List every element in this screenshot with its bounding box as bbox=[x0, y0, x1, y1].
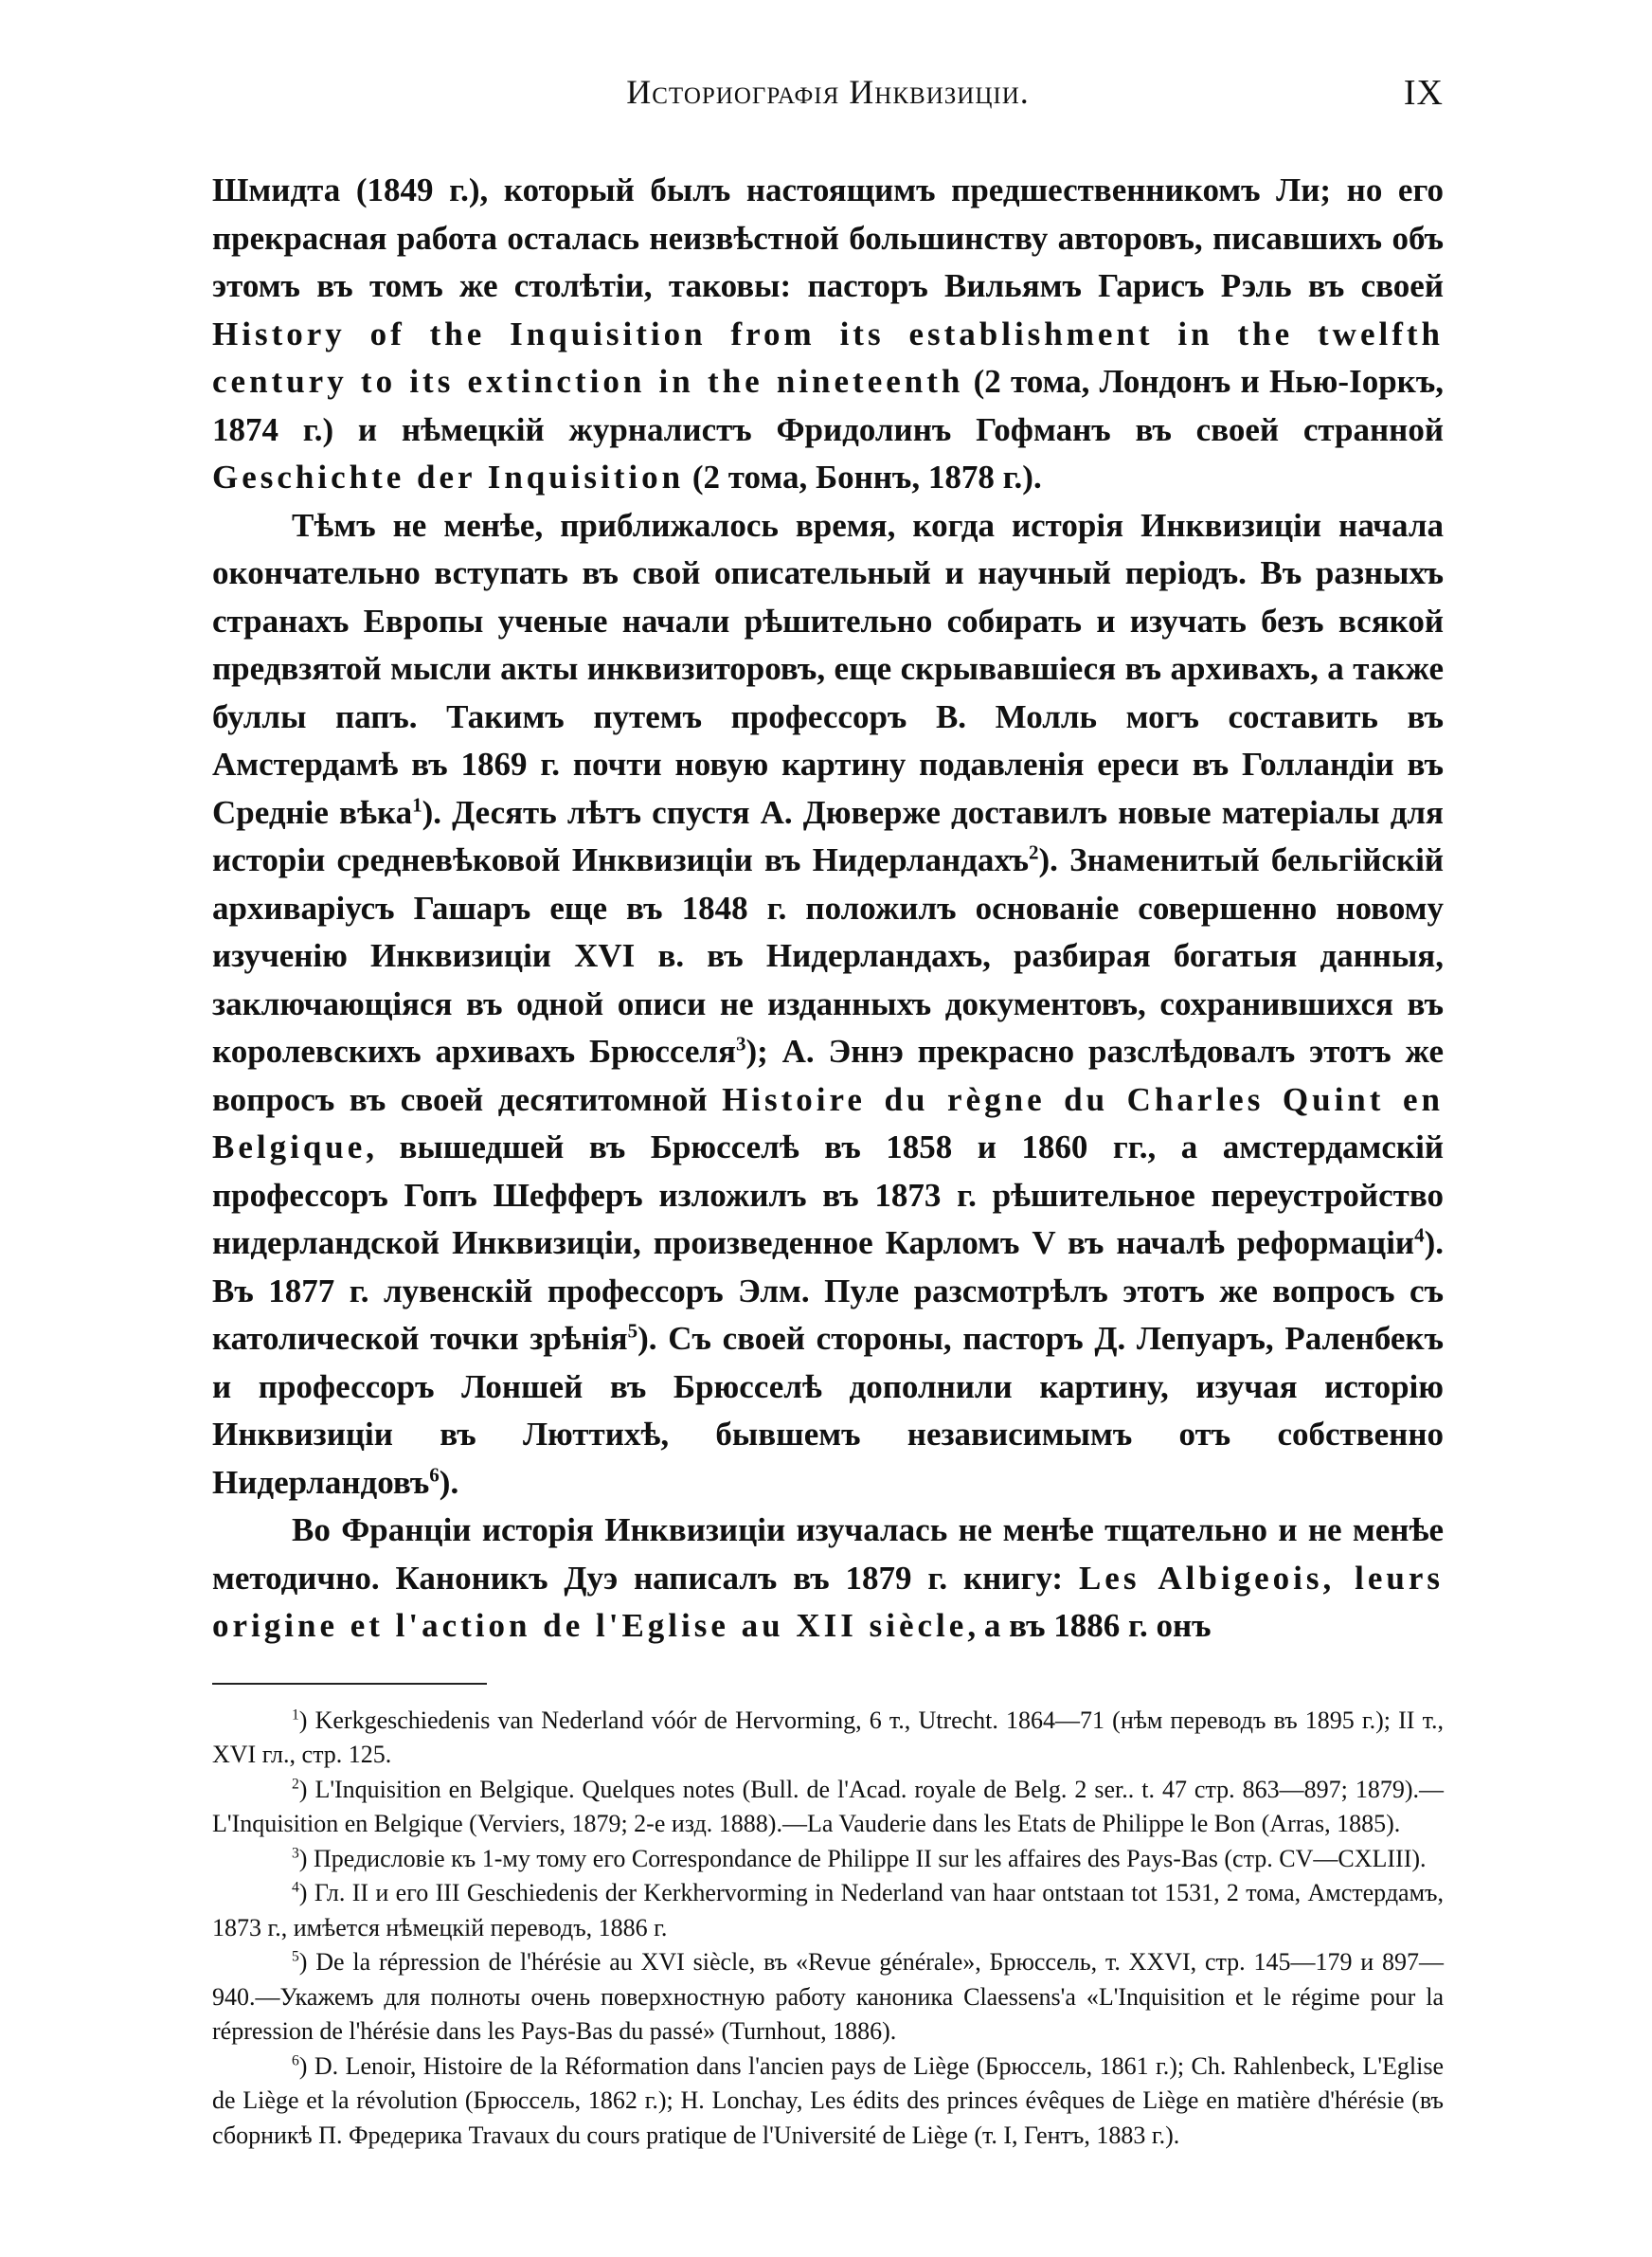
text-run: Шмидта (1849 г.), который былъ настоящимъ предшественникомъ Ли; но его прекрасная работа осталась неизвѣстной большинству авторовъ, писавшихъ объ этомъ въ томъ же столѣтіи, таковы: пасторъ Вильямъ Гарисъ Рэль въ своей bbox=[212, 172, 1444, 304]
footnote-ref: 4 bbox=[1414, 1223, 1425, 1247]
footnote-mark-paren: ) bbox=[298, 1706, 315, 1734]
spaced-title: Geschichte der Inquisition bbox=[212, 459, 685, 496]
text-run: ). bbox=[439, 1463, 459, 1501]
text-run: ). Съ своей стороны, пасторъ Д. Лепуаръ, Раленбекъ и профессоръ Лоншей въ Брюсселѣ дополнили картину, изучая исторію Инквизиціи въ Люттихѣ, бывшемъ независимымъ отъ собственно Нидерландовъ bbox=[212, 1320, 1444, 1501]
footnote-mark: 5 bbox=[292, 1948, 299, 1965]
page-number: IX bbox=[1403, 73, 1444, 113]
book-page bbox=[212, 68, 1444, 2153]
spaced-title: History of the Inquisition from its establishment in the twelfth century to its extinction in the nineteenth bbox=[212, 315, 1444, 400]
main-text bbox=[212, 167, 1444, 1651]
footnote-mark: 1 bbox=[292, 1706, 299, 1723]
text-run: ). Знаменитый бельгійскій архиваріусъ Гашаръ еще въ 1848 г. положилъ основаніе совершенно новому изученію Инквизиціи XVI в. въ Нидерландахъ, разбирая богатыя данныя, заключающіяся въ одной описи не изданныхъ документовъ, сохранившихся въ королевскихъ архивахъ Брюсселя bbox=[212, 841, 1445, 1070]
footnote bbox=[212, 2049, 1444, 2154]
text-run: ). Въ 1877 г. лувенскій профессоръ Элм. Пуле разсмотрѣлъ этотъ же вопросъ съ католической точки зрѣнія bbox=[212, 1224, 1444, 1357]
paragraph bbox=[212, 167, 1444, 502]
footnote bbox=[212, 1773, 1444, 1842]
footnotes bbox=[212, 1704, 1444, 2154]
footnote-mark-paren: ) bbox=[298, 1775, 315, 1803]
paragraph bbox=[212, 1507, 1444, 1651]
footnote-text: Kerkgeschiedenis van Nederland vóór de Hervorming, 6 т., Utrecht. 1864—71 (нѣм переводъ въ 1895 г.); II т., XVI гл., стр. 125. bbox=[212, 1706, 1444, 1768]
text-run: , а въ 1886 г. онъ bbox=[967, 1607, 1212, 1644]
footnote-mark: 3 bbox=[292, 1844, 299, 1861]
footnote-ref: 5 bbox=[627, 1319, 638, 1343]
text-run: ); А. Эннэ прекрасно разслѣдовалъ этотъ же вопросъ въ своей десятитомной bbox=[212, 1033, 1444, 1118]
footnote-mark-paren: ) bbox=[298, 1844, 314, 1872]
footnote-ref: 2 bbox=[1028, 840, 1039, 864]
footnote-ref: 1 bbox=[412, 792, 422, 816]
running-title: Историографія Инквизиціи. bbox=[626, 73, 1030, 111]
footnote-mark: 6 bbox=[292, 2051, 299, 2068]
text-run: Тѣмъ не менѣе, приближалось время, когда исторія Инквизиціи начала окончательно вступать въ свой описательный и научный періодъ. Въ разныхъ странахъ Европы ученые начали рѣшительно собирать и изучать безъ всякой предвзятой мысли акты инквизиторовъ, еще скрывавшіеся въ архивахъ, а также буллы папъ. Такимъ путемъ профессоръ В. Молль могъ составить въ Амстердамѣ въ 1869 г. почти новую картину подавленія ереси въ Голландіи въ Средніе вѣка bbox=[212, 506, 1444, 831]
text-run: Во Франціи исторія Инквизиціи изучалась не менѣе тщательно и не менѣе методично. Каноникъ Дуэ написалъ въ 1879 г. книгу: bbox=[212, 1511, 1444, 1597]
text-run: (2 тома, Боннъ, 1878 г.). bbox=[684, 459, 1042, 496]
footnote-text: L'Inquisition en Belgique. Quelques notes (Bull. de l'Acad. royale de Belg. 2 ser.. t. 47 стр. 863—897; 1879).—L'Inquisition en Belgique (Verviers, 1879; 2-е изд. 1888).—La Vauderie dans les Etats de Philippe le Bon (Arras, 1885). bbox=[212, 1775, 1444, 1837]
text-run: , вышедшей въ Брюсселѣ въ 1858 и 1860 гг., а амстердамскій профессоръ Гопъ Шефферъ изложилъ въ 1873 г. рѣшительное переустройство нидерландской Инквизиціи, произведенное Карломъ V въ началѣ реформаціи bbox=[212, 1128, 1444, 1261]
footnote-mark-paren: ) bbox=[298, 2051, 314, 2080]
footnote bbox=[212, 1704, 1444, 1773]
footnote bbox=[212, 1876, 1444, 1945]
running-header bbox=[212, 68, 1444, 125]
footnote bbox=[212, 1842, 1444, 1877]
paragraph bbox=[212, 502, 1444, 1508]
footnote-mark: 2 bbox=[292, 1775, 299, 1792]
spaced-title: Les Albigeois, leurs origine et l'action de l'Eglise au XII siècle bbox=[212, 1559, 1444, 1644]
footnote-mark-paren: ) bbox=[298, 1948, 316, 1976]
footnote-mark: 4 bbox=[292, 1879, 299, 1896]
footnote-text: Предисловіе къ 1-му тому его Correspondance de Philippe II sur les affaires des Pays-Bas (стр. CV—CXLIII). bbox=[313, 1844, 1427, 1872]
footnote-ref: 6 bbox=[429, 1462, 440, 1486]
footnote-ref: 3 bbox=[735, 1032, 746, 1056]
spaced-title: Histoire du règne du Charles Quint en Belgique bbox=[212, 1080, 1444, 1165]
footnote-text: Гл. II и его III Geschiedenis der Kerkhervorming in Nederland van haar ontstaan tot 1531, 2 тома, Амстердамъ, 1873 г., имѣется нѣмецкій переводъ, 1886 г. bbox=[212, 1879, 1444, 1941]
footnote-mark-paren: ) bbox=[298, 1879, 314, 1906]
footnote-rule bbox=[212, 1683, 487, 1685]
footnote-text: D. Lenoir, Histoire de la Réformation dans l'ancien pays de Liège (Брюссель, 1861 г.); Ch. Rahlenbeck, L'Eglise de Liège et la révolution (Брюссель, 1862 г.); H. Lonchay, Les édits des princes évêques de Liège en matière d'hérésie (въ сборникѣ П. Фредерика Travaux du cours pratique de l'Université de Liège (т. I, Гентъ, 1883 г.). bbox=[212, 2051, 1444, 2149]
footnote-text: De la répression de l'hérésie au XVI siècle, въ «Revue générale», Брюссель, т. XXVI, стр. 145—179 и 897—940.—Укажемъ для полноты очень поверхностную работу каноника Claessens'a «L'Inquisition et le régime pour la répression de l'hérésie dans les Pays-Bas du passé» (Turnhout, 1886). bbox=[212, 1948, 1444, 2045]
text-run: ). Десять лѣтъ спустя А. Дюверже доставилъ новые матеріалы для исторіи средневѣковой Инквизиціи въ Нидерландахъ bbox=[212, 793, 1444, 878]
text-run: (2 тома, Лондонъ и Нью-Іоркъ, 1874 г.) и нѣмецкій журналистъ Фридолинъ Гофманъ въ своей странной bbox=[212, 363, 1444, 448]
footnote bbox=[212, 1945, 1444, 2049]
